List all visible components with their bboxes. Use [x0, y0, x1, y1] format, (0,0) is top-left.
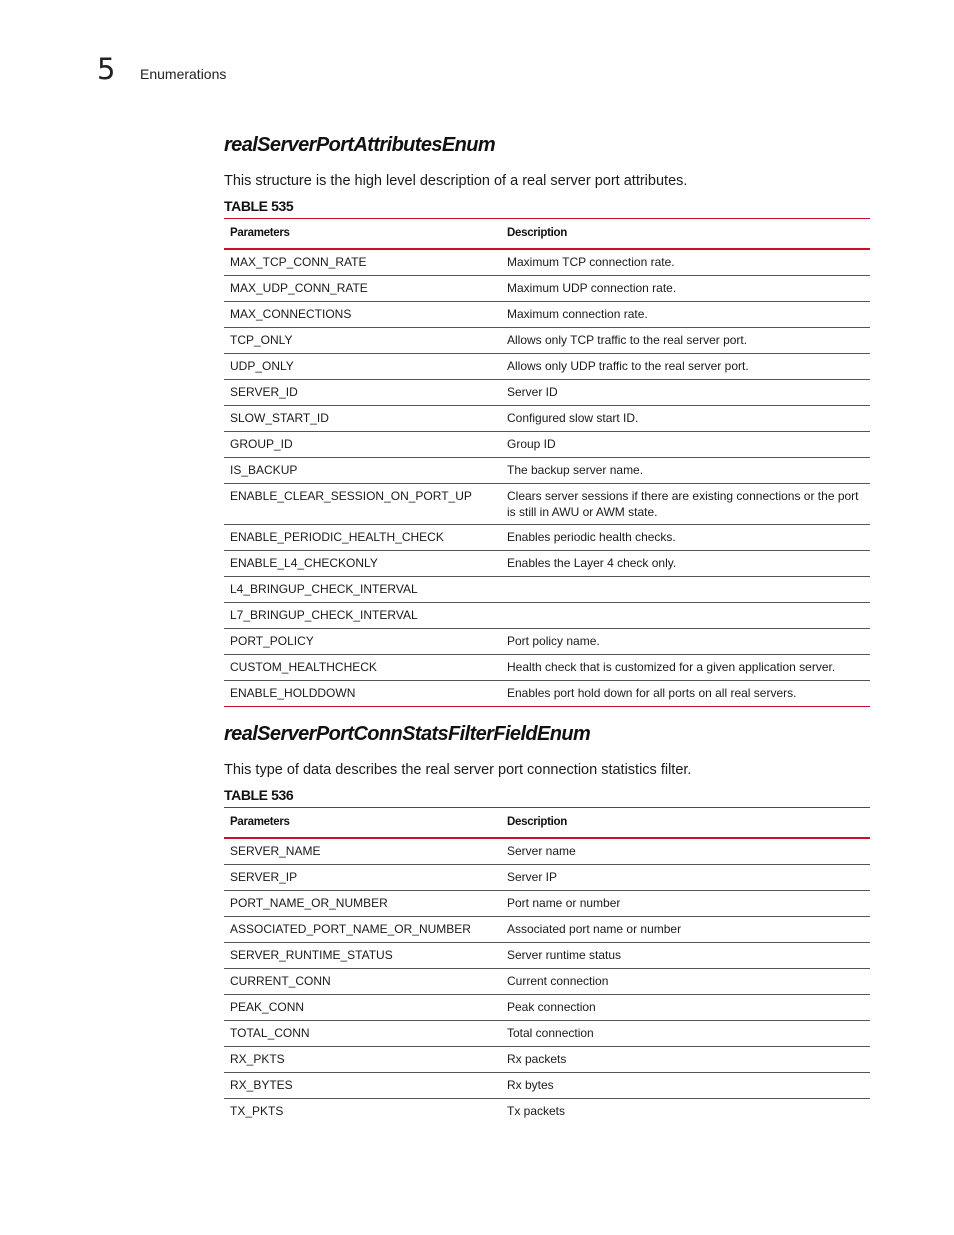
table-row	[224, 301, 870, 327]
parameter-cell: SERVER_RUNTIME_STATUS	[224, 942, 501, 968]
parameter-cell: CUSTOM_HEALTHCHECK	[224, 654, 501, 680]
table-row	[224, 431, 870, 457]
enum-table	[224, 807, 870, 1124]
description-cell: Allows only TCP traffic to the real server port.	[501, 327, 870, 353]
section-real-server-port-conn-stats-filter	[224, 724, 870, 1124]
description-cell: Server ID	[501, 379, 870, 405]
parameter-cell: SERVER_ID	[224, 379, 501, 405]
table-row	[224, 838, 870, 865]
parameter-cell: SERVER_NAME	[224, 838, 501, 865]
parameter-cell: ENABLE_CLEAR_SESSION_ON_PORT_UP	[224, 483, 501, 524]
table-row	[224, 1098, 870, 1124]
table-row	[224, 994, 870, 1020]
column-header-description: Description	[501, 807, 870, 838]
parameter-cell: L4_BRINGUP_CHECK_INTERVAL	[224, 576, 501, 602]
column-header-description: Description	[501, 218, 870, 249]
table-row	[224, 968, 870, 994]
parameter-cell: L7_BRINGUP_CHECK_INTERVAL	[224, 602, 501, 628]
table-row	[224, 524, 870, 550]
parameter-cell: SERVER_IP	[224, 864, 501, 890]
table-row	[224, 602, 870, 628]
section-heading: realServerPortConnStatsFilterFieldEnum	[224, 723, 591, 745]
parameter-cell: IS_BACKUP	[224, 457, 501, 483]
parameter-cell: PEAK_CONN	[224, 994, 501, 1020]
parameter-cell: TX_PKTS	[230, 1103, 284, 1118]
parameter-cell: ENABLE_HOLDDOWN	[224, 680, 501, 706]
description-cell: Group ID	[501, 431, 870, 457]
description-cell: Enables the Layer 4 check only.	[501, 550, 870, 576]
description-cell: Peak connection	[501, 994, 870, 1020]
parameter-cell: GROUP_ID	[224, 431, 501, 457]
description-cell: Enables port hold down for all ports on all real servers.	[501, 680, 870, 706]
table-row	[224, 1072, 870, 1098]
parameter-cell: TCP_ONLY	[224, 327, 501, 353]
parameter-cell: PORT_NAME_OR_NUMBER	[224, 890, 501, 916]
table-row	[224, 1020, 870, 1046]
description-cell: Server runtime status	[501, 942, 870, 968]
description-cell: Health check that is customized for a given application server.	[501, 654, 870, 680]
description-cell: Rx bytes	[501, 1072, 870, 1098]
chapter-number: 5	[97, 52, 116, 86]
table-row	[224, 942, 870, 968]
table-row	[224, 680, 870, 706]
column-header-parameters: Parameters	[224, 807, 501, 838]
parameter-cell: ASSOCIATED_PORT_NAME_OR_NUMBER	[224, 916, 501, 942]
table-row	[224, 864, 870, 890]
parameter-cell: TOTAL_CONN	[224, 1020, 501, 1046]
description-cell: Associated port name or number	[501, 916, 870, 942]
description-cell: Rx packets	[501, 1046, 870, 1072]
table-row	[224, 249, 870, 276]
parameter-cell: MAX_TCP_CONN_RATE	[224, 249, 501, 276]
table-label: TABLE 536	[224, 786, 294, 803]
table-row	[224, 405, 870, 431]
description-cell: Maximum connection rate.	[501, 301, 870, 327]
table-row	[224, 327, 870, 353]
table-header-row	[224, 807, 870, 838]
description-cell: Total connection	[501, 1020, 870, 1046]
description-cell: Server name	[501, 838, 870, 865]
section-heading: realServerPortAttributesEnum	[224, 134, 496, 156]
parameter-cell: SLOW_START_ID	[224, 405, 501, 431]
description-cell: Tx packets	[507, 1103, 566, 1118]
description-cell: The backup server name.	[501, 457, 870, 483]
table-row	[224, 379, 870, 405]
parameter-cell: PORT_POLICY	[224, 628, 501, 654]
section-intro: This structure is the high level description of a real server port attributes.	[224, 173, 688, 189]
description-cell: Configured slow start ID.	[501, 405, 870, 431]
table-row	[224, 550, 870, 576]
parameter-cell: ENABLE_L4_CHECKONLY	[224, 550, 501, 576]
section-real-server-port-attributes	[224, 135, 870, 707]
parameter-cell: RX_BYTES	[224, 1072, 501, 1098]
parameter-cell: MAX_CONNECTIONS	[224, 301, 501, 327]
description-cell: Maximum UDP connection rate.	[501, 275, 870, 301]
table-row	[224, 483, 870, 524]
table-row	[224, 457, 870, 483]
description-cell: Maximum TCP connection rate.	[501, 249, 870, 276]
table-row	[224, 628, 870, 654]
table-row	[224, 275, 870, 301]
description-cell: Port name or number	[501, 890, 870, 916]
description-cell	[501, 576, 870, 602]
description-cell: Clears server sessions if there are existing connections or the port is still in AWU or AWM state.	[501, 483, 870, 524]
description-cell: Enables periodic health checks.	[501, 524, 870, 550]
parameter-cell: CURRENT_CONN	[224, 968, 501, 994]
table-row	[224, 353, 870, 379]
parameter-cell: UDP_ONLY	[224, 353, 501, 379]
enum-table	[224, 218, 870, 707]
description-cell: Server IP	[501, 864, 870, 890]
table-header-row	[224, 218, 870, 249]
table-label: TABLE 535	[224, 197, 294, 214]
table-row	[224, 576, 870, 602]
table-row	[224, 1046, 870, 1072]
table-row	[224, 890, 870, 916]
parameter-cell: ENABLE_PERIODIC_HEALTH_CHECK	[224, 524, 501, 550]
description-cell	[501, 602, 870, 628]
table-row	[224, 654, 870, 680]
table-row	[224, 916, 870, 942]
parameter-cell: MAX_UDP_CONN_RATE	[224, 275, 501, 301]
section-intro: This type of data describes the real server port connection statistics filter.	[224, 762, 692, 778]
description-cell: Port policy name.	[501, 628, 870, 654]
chapter-title: Enumerations	[140, 66, 227, 82]
description-cell: Allows only UDP traffic to the real server port.	[501, 353, 870, 379]
parameter-cell: RX_PKTS	[224, 1046, 501, 1072]
description-cell: Current connection	[501, 968, 870, 994]
column-header-parameters: Parameters	[224, 218, 501, 249]
